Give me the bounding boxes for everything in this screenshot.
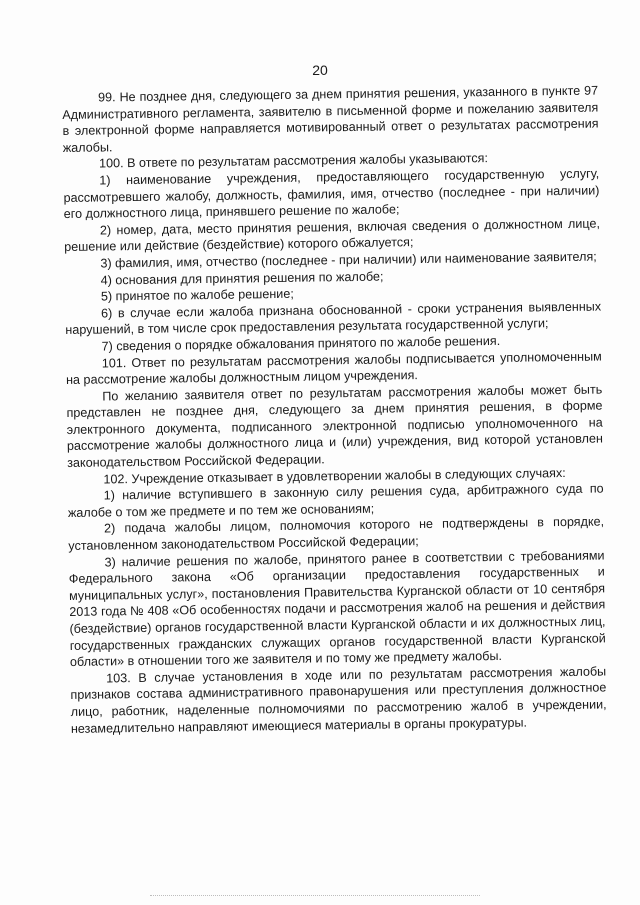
paragraph-101-electronic: По желанию заявителя ответ по результатам рассмотрения жалобы может быть представлен не позднее дня, следующего за днем принятия решения, в форме электронного документа, подписанного электронной подписью уполномоченного на рассмотрение жалобы должностного лица и (или) учреждения, вид которой установлен законодательством Российской Федерации. [66,382,604,471]
paragraph-100-item-3: 3) фамилия, имя, отчество (последнее - при наличии) или наименование заявителя; [100,249,597,271]
paragraph-99: 99. Не позднее дня, следующего за днем принятия решения, указанного в пункте 97 Административного регламента, заявителю в письменной форме и пожеланию заявителя в электронной форме направляется мотивированный ответ о результатах рассмотрения жалобы. [62,83,599,155]
page-number: 20 [312,62,328,78]
paragraph-102: 102. Учреждение отказывает в удовлетворении жалобы в следующих случаях: [103,465,566,487]
paragraph-103: 103. В случае установления в ходе или по результатам рассмотрения жалобы признаков состава административного правонарушения или преступления должностное лицо, работник, наделенные полномочиями по рассмотрению жалоб в учреждении, незамедлительно направляют имеющиеся материалы в органы прокуратуры. [70,664,607,736]
document-body [62,83,607,738]
paragraph-102-item-3: 3) наличие решения по жалобе, принятого ранее в соответствии с требованиями Федерального закона «Об организации предоставления государственных и муниципальных услуг», постановления Правительства Курганской области от 10 сентября 2013 года № 408 «Об особенностях подачи и рассмотрения жалоб на решения и действия (бездействие) органов государственной власти Курганской области и их должностных лиц, государственных гражданских служащих органов государственной власти Курганской области» в отношении того же заявителя и по тому же предмету жалобы. [68,548,606,670]
paragraph-100: 100. В ответе по результатам рассмотрения жалобы указываются: [98,151,489,171]
paragraph-100-item-6: 6) в случае если жалоба признана обоснованной - сроки устранения выявленных нарушений, в том числе срок предоставления результата государственной услуги; [65,299,602,338]
paragraph-100-item-5: 5) принятое по жалобе решение; [100,286,294,304]
paragraph-100-item-2: 2) номер, дата, место принятия решения, включая сведения о должностном лице, решение или действие (бездействие) которого обжалуется; [64,216,601,255]
paragraph-101: 101. Ответ по результатам рассмотрения жалобы подписывается уполномоченным на рассмотрение жалобы должностным лицом учреждения. [65,348,602,388]
paragraph-102-item-2: 2) подача жалобы лицом, полномочия которого не подтверждены в порядке, установленном законодательством Российской Федерации; [68,514,605,553]
paragraph-100-item-7: 7) сведения о порядке обжалования принятого по жалобе решения. [101,333,501,354]
paragraph-100-item-4: 4) основания для принятия решения по жалобе; [100,269,384,288]
paragraph-102-item-1: 1) наличие вступившего в законную силу решения суда, арбитражного суда по жалобе о том же предмете и по тем же основаниям; [67,481,604,520]
scan-artifact-dotted-line [150,895,480,896]
paragraph-100-item-1: 1) наименование учреждения, предоставляющего государственную услугу, рассмотревшего жалобу, должность, фамилия, имя, отчество (последнее - при наличии) его должностного лица, принявшего решение по жалобе; [63,166,600,222]
